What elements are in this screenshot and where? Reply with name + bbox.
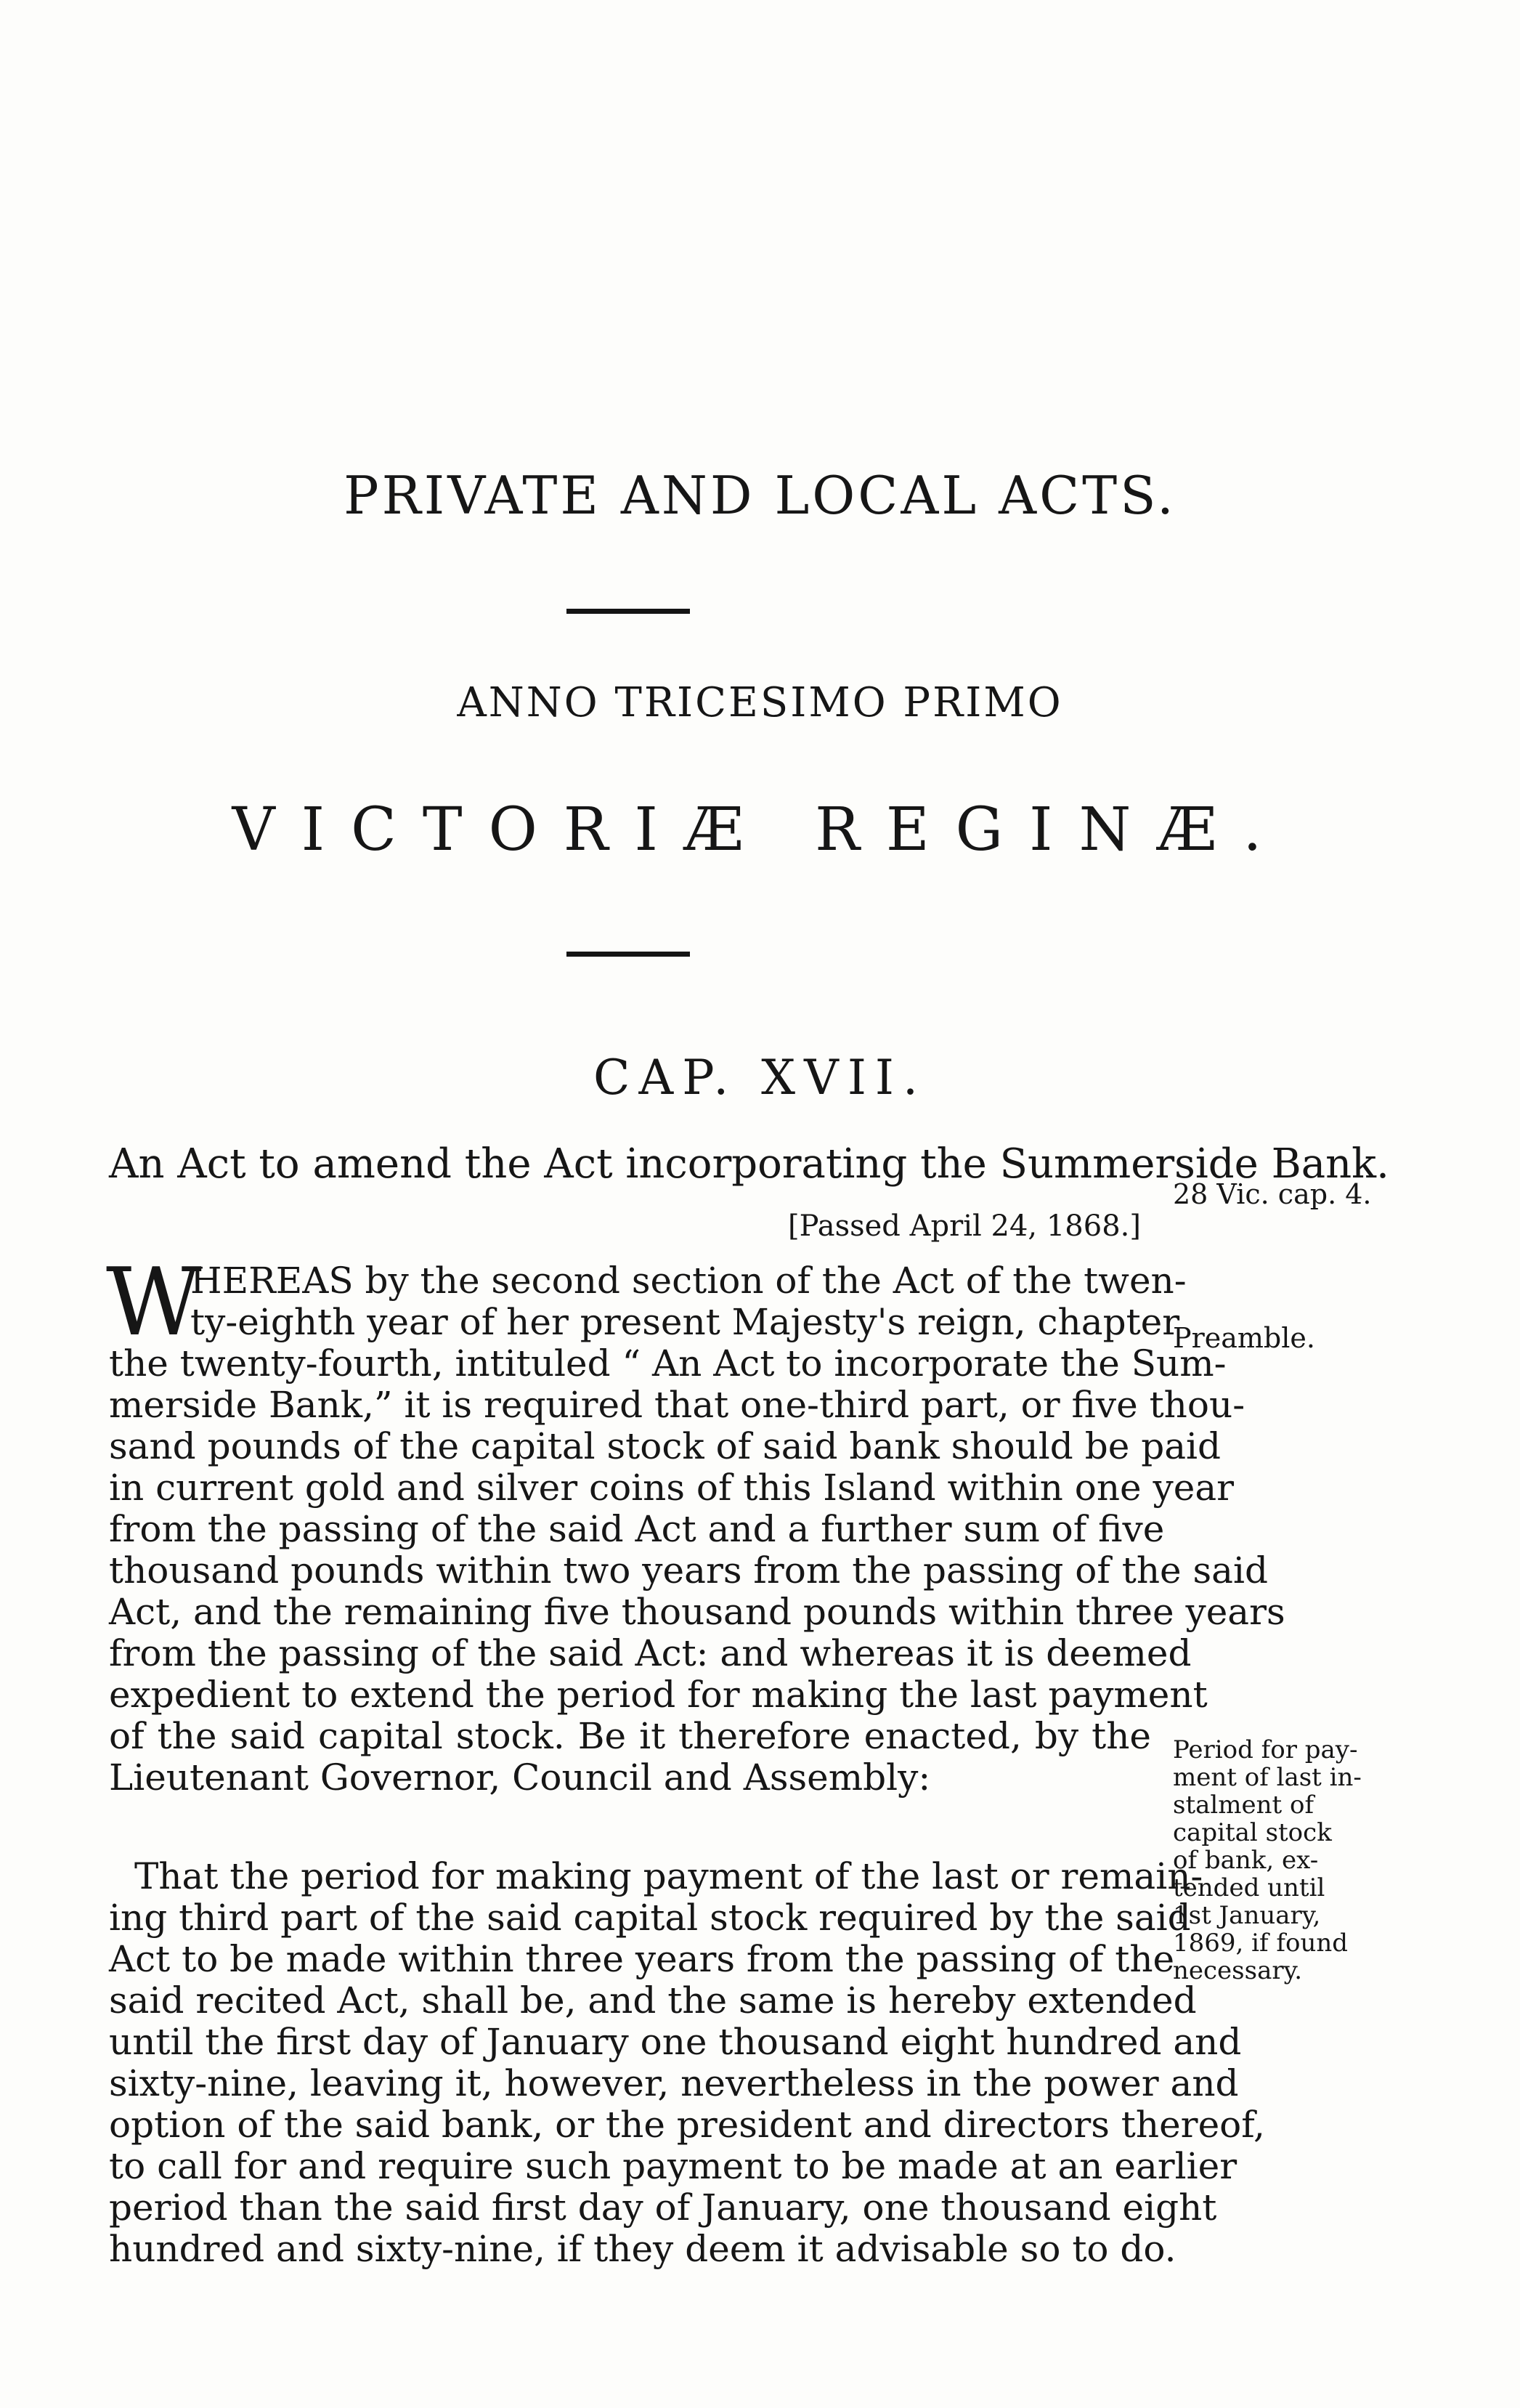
text-line: until the first day of January one thousand eight hundred and [109,2021,1242,2063]
text-line: period than the said first day of January, one thousand eight [109,2186,1217,2229]
margin-note-line: ment of last in- [1173,1763,1362,1792]
passed-date: [Passed April 24, 1868.] [788,1209,1141,1243]
page-title: PRIVATE AND LOCAL ACTS. [344,465,1176,526]
text-line: ty-eighth year of her present Majesty's reign, chapter [190,1301,1180,1343]
drop-cap: W [106,1249,202,1357]
text-line: HEREAS by the second section of the Act of the twen- [190,1260,1187,1302]
margin-note-line: of bank, ex- [1173,1846,1319,1875]
text-line: sand pounds of the capital stock of said bank should be paid [109,1425,1222,1467]
text-line: hundred and sixty-nine, if they deem it advisable so to do. [109,2228,1176,2270]
divider-rule [566,609,690,614]
text-line: Act to be made within three years from the passing of the [109,1938,1175,1980]
text-line: to call for and require such payment to be made at an earlier [109,2145,1237,2187]
text-line: from the passing of the said Act: and whereas it is deemed [109,1632,1192,1674]
chapter-heading: CAP. XVII. [593,1050,927,1106]
text-line: sixty-nine, leaving it, however, nevertheless in the power and [109,2062,1239,2104]
reign-heading: VICTORIÆ REGINÆ. [232,795,1288,864]
text-line: Lieutenant Governor, Council and Assembly: [109,1756,931,1799]
margin-note-line: 1869, if found [1173,1929,1349,1958]
text-line: the twenty-fourth, intituled “ An Act to incorporate the Sum- [109,1342,1227,1385]
text-line: from the passing of the said Act and a further sum of five [109,1508,1165,1550]
text-line: That the period for making payment of the last or remain- [134,1855,1203,1897]
margin-note-line: capital stock [1173,1818,1332,1847]
margin-note-preamble: Preamble. [1173,1322,1315,1354]
margin-note-line: necessary. [1173,1956,1303,1985]
margin-note-line: Period for pay- [1173,1735,1358,1764]
text-line: in current gold and silver coins of this Island within one year [109,1467,1235,1509]
text-line: of the said capital stock. Be it therefore enacted, by the [109,1715,1151,1757]
text-line: option of the said bank, or the president and directors thereof, [109,2104,1265,2146]
regnal-year-heading: ANNO TRICESIMO PRIMO [457,679,1063,726]
margin-note-line: stalment of [1173,1791,1314,1820]
divider-rule [566,952,690,957]
text-line: Act, and the remaining five thousand pounds within three years [109,1591,1285,1633]
margin-note-line: tended until [1173,1873,1325,1902]
text-line: expedient to extend the period for making the last payment [109,1674,1208,1716]
margin-note-line: 1st January, [1173,1901,1321,1930]
act-title: An Act to amend the Act incorporating the Summerside Bank. [109,1140,1389,1188]
text-line: said recited Act, shall be, and the same is hereby extended [109,1979,1197,2022]
text-line: merside Bank,” it is required that one-third part, or five thou- [109,1384,1245,1426]
text-line: ing third part of the said capital stock required by the said [109,1897,1191,1939]
text-line: thousand pounds within two years from the passing of the said [109,1549,1268,1592]
margin-note-section [1173,1736,1413,1985]
margin-note-reference: 28 Vic. cap. 4. [1173,1178,1372,1210]
